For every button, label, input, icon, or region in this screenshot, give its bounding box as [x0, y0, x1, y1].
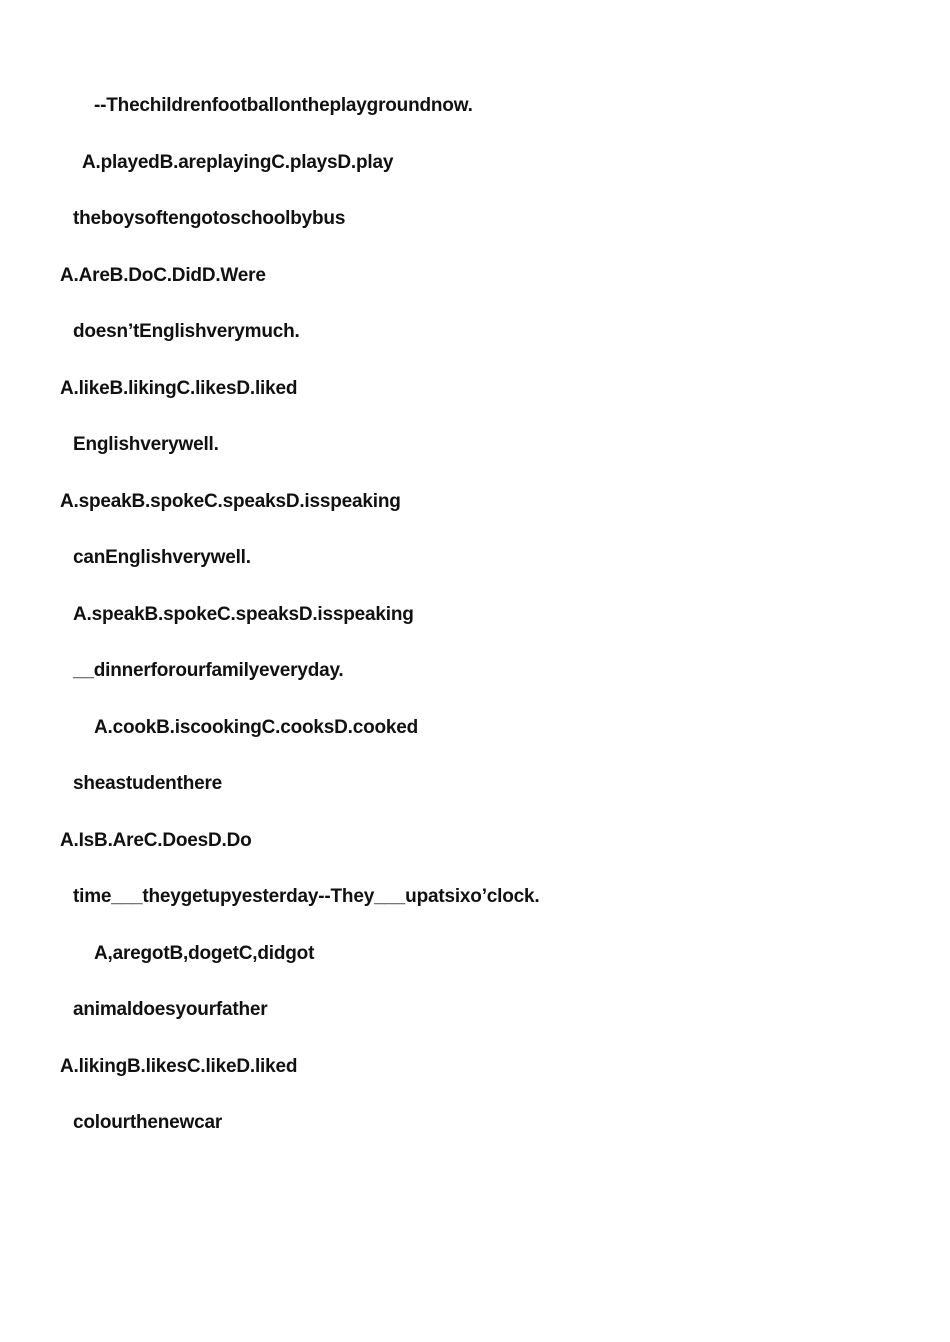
question-line: doesn’tEnglishverymuch. — [73, 321, 300, 342]
answer-options-line: A.cookB.iscookingC.cooksD.cooked — [94, 717, 419, 738]
question-line: colourthenewcar — [73, 1112, 223, 1133]
question-line: canEnglishverywell. — [73, 547, 251, 568]
question-line: --Thechildrenfootballontheplaygroundnow. — [94, 95, 473, 116]
answer-options-line: A.likeB.likingC.likesD.liked — [60, 378, 298, 399]
answer-options-line: A.AreB.DoC.DidD.Were — [60, 265, 266, 286]
question-line: Englishverywell. — [73, 434, 219, 455]
question-line: sheastudenthere — [73, 773, 223, 794]
answer-options-line: A.speakB.spokeC.speaksD.isspeaking — [73, 604, 414, 625]
answer-options-line: A.IsB.AreC.DoesD.Do — [60, 830, 252, 851]
question-line: theboysoftengotoschoolbybus — [73, 208, 346, 229]
question-line: time___theygetupyesterday--They___upatsixo’clock. — [73, 886, 540, 907]
question-line: animaldoesyourfather — [73, 999, 268, 1020]
answer-options-line: A.likingB.likesC.likeD.liked — [60, 1056, 298, 1077]
answer-options-line: A,aregotB,dogetC,didgot — [94, 943, 315, 964]
answer-options-line: A.playedB.areplayingC.playsD.play — [82, 152, 394, 173]
question-line: __dinnerforourfamilyeveryday. — [73, 660, 344, 681]
answer-options-line: A.speakB.spokeC.speaksD.isspeaking — [60, 491, 401, 512]
